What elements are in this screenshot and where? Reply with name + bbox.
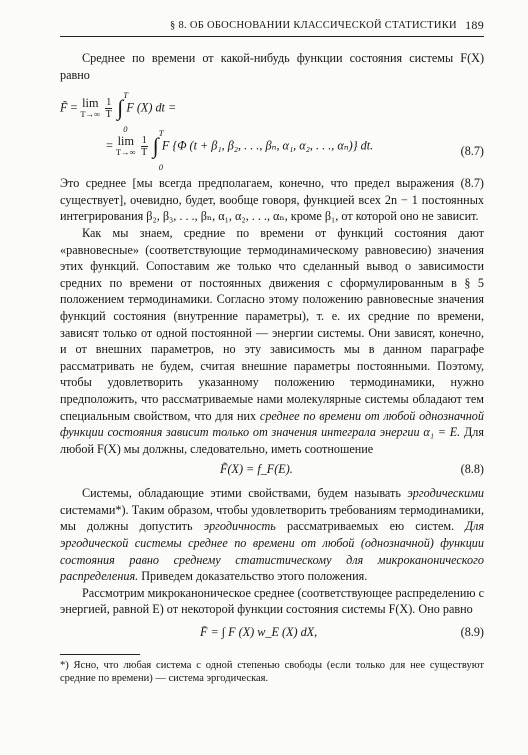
p4-g: Приведем доказательство этого положения. bbox=[138, 569, 368, 584]
running-header bbox=[60, 16, 484, 37]
eq87-frac-den-2: T bbox=[141, 147, 148, 159]
p4-a: Системы, обладающие этими свойствами, будем называть bbox=[82, 486, 408, 501]
page-body bbox=[60, 50, 484, 685]
p4-d: эргодичность bbox=[203, 519, 276, 534]
equation-8-7: F̃ = lim T→∞ $\frac{1}{T}$ ∫ T 0 F (X) dt = = lim T→∞ $\frac{1}{T}$ ∫ T 0 F {Φ (t + β₁, β₂, . . ., βₙ, α₁, α₂, . . ., αₙ)} dt. (8.7) bbox=[60, 87, 484, 167]
eq87-line2-prefix: = bbox=[106, 138, 113, 153]
paragraph-5: Рассмотрим микроканоническое среднее (соответствующее распределению с энергией, равной E) от некоторой функции состояния системы F(X). Оно равно bbox=[60, 585, 484, 617]
paragraph-3 bbox=[60, 225, 484, 457]
paragraph-2: Это среднее [мы всегда предполагаем, конечно, что предел выражения (8.7) существует], очевидно, будет, вообще говоря, функцией всех 2n − 1 постоянных интегрирования β₂, β₃, . . ., βₙ, α₁, α₂, . . ., αₙ, кроме β₁, от которой оно не зависит. bbox=[60, 176, 484, 224]
eq87-lim-2: lim bbox=[117, 133, 134, 148]
paragraph-3-tail: Для любой F(X) мы должны, следовательно, иметь соотношение bbox=[60, 425, 484, 456]
eq88-body: F̃(X) = f_F(E). bbox=[220, 462, 293, 477]
p4-c: системами*). Таким образом, чтобы удовлетворить требованиям термодинамики, мы должны допустить bbox=[60, 502, 484, 534]
equation-8-8 bbox=[60, 459, 484, 481]
eq87-lim: lim bbox=[82, 95, 99, 110]
eq87-frac-den: T bbox=[105, 109, 112, 121]
p4-b: эргодическими bbox=[407, 486, 484, 501]
eq87-lower-2: 0 bbox=[158, 162, 164, 173]
paragraph-4 bbox=[60, 485, 484, 585]
eq87-frac-num-2: 1 bbox=[141, 135, 147, 147]
eq89-label: (8.9) bbox=[460, 625, 484, 640]
p4-e: рассматриваемых ею систем. bbox=[275, 519, 466, 534]
eq87-upper-2: T bbox=[158, 128, 164, 139]
footnote: *) Ясно, что любая система с одной степенью свободы (если только для нее существуют средние по времени) — система эргодическая. bbox=[60, 660, 484, 685]
eq87-lower: 0 bbox=[123, 124, 128, 135]
eq87-lhs: F̃ bbox=[60, 100, 68, 115]
eq87-label: (8.7) bbox=[460, 144, 484, 159]
eq88-label: (8.8) bbox=[460, 462, 484, 477]
equation-8-9 bbox=[60, 620, 484, 646]
eq87-upper: T bbox=[123, 90, 129, 101]
eq87-integrand-2: F {Φ (t + β₁, β₂, . . ., βₙ, α₁, α₂, . . ., αₙ)} dt. bbox=[161, 138, 374, 153]
eq89-body: F̄ = ∫ F (X) w_E (X) dX, bbox=[200, 625, 318, 640]
footnote-rule bbox=[60, 654, 140, 655]
paragraph-3-main: Как мы знаем, средние по времени от функций состояния дают «равновесные» (соответствующие термодинамическому равновесию) значения этих функций. Сопоставим же только что сделанный вывод о зависимости средних по времени от постоянных движения с сформулированным в § 5 положением термодинамики. Согласно этому положению равновесные значения функций состояния (внутренние параметры), т. е. их средние по времени, зависят только от одной постоянной — энергии системы. Они зависят, конечно, и от внешних параметров, но эту зависимость мы в данном параграфе рассматривать не будем, считая внешние параметры постоянными. Поэтому, чтобы удовлетворить указанному положению термодинамики, нужно предположить, что рассматриваемые нами молекулярные системы обладают тем специальным свойством, что для них bbox=[60, 225, 484, 423]
running-title: § 8. ОБ ОБОСНОВАНИИ КЛАССИЧЕСКОЙ СТАТИСТИКИ bbox=[170, 20, 457, 31]
eq87-lim-sub: T→∞ bbox=[80, 108, 101, 119]
eq87-integrand-1: F (X) dt = bbox=[126, 100, 177, 115]
paragraph-1: Среднее по времени от какой-нибудь функции состояния системы F(X) равно bbox=[60, 51, 484, 82]
page-number: 189 bbox=[465, 18, 484, 32]
p4-f: Для эргодической системы среднее по времени от любой (однозначной) функции состояния равно среднему статистическому для микроканонического распределения. bbox=[60, 519, 484, 584]
eq87-lim-sub-2: T→∞ bbox=[115, 146, 136, 157]
eq87-frac-num: 1 bbox=[106, 97, 112, 109]
paragraph-3-italic: среднее по времени от любой однозначной функции состояния зависит только от значения интеграла энергии α₁ = E. bbox=[60, 408, 484, 440]
